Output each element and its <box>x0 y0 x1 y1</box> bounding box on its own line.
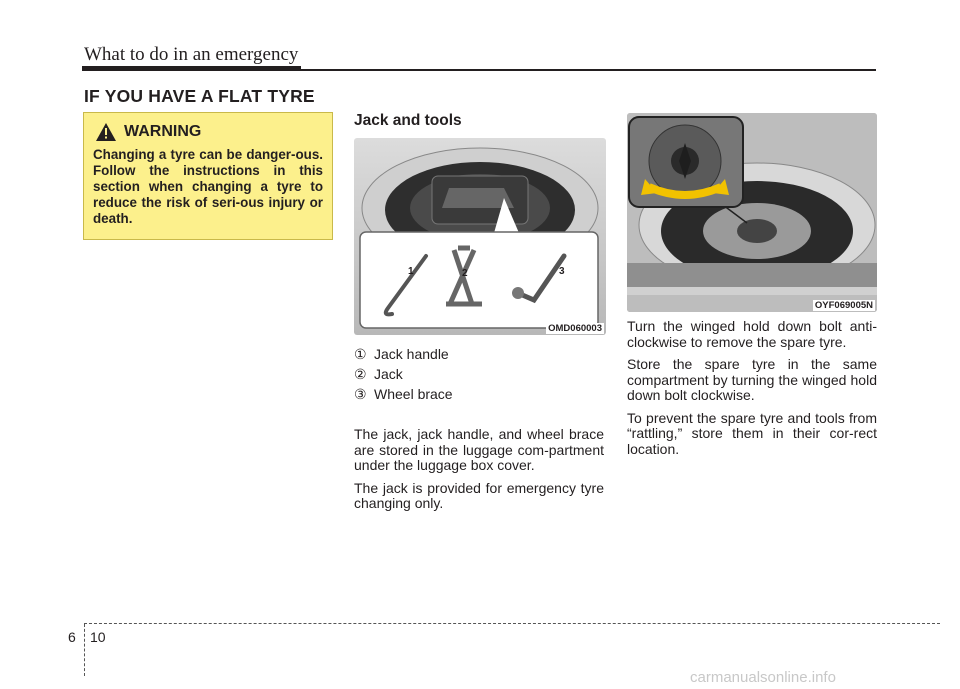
list-item <box>354 364 604 384</box>
jack-section-title: Jack and tools <box>354 112 462 129</box>
header-rule-thick <box>82 66 301 71</box>
jack-section-body <box>354 427 604 519</box>
spare-tyre-illustration <box>627 113 877 312</box>
list-marker: ③ <box>354 386 367 402</box>
list-label: Jack handle <box>374 346 449 362</box>
figure-label-1: 1 <box>408 266 414 277</box>
paragraph: The jack is provided for emergency tyre changing only. <box>354 479 604 511</box>
jack-tools-list <box>354 344 604 404</box>
list-item <box>354 344 604 364</box>
figure-label-2: 2 <box>462 268 468 279</box>
list-item <box>354 384 604 404</box>
paragraph: The jack, jack handle, and wheel brace are stored in the luggage com-partment under the luggage box cover. <box>354 426 604 473</box>
warning-box <box>83 112 333 240</box>
spare-figure-caption: OYF069005N <box>814 300 873 311</box>
paragraph: Turn the winged hold down bolt anti-clockwise to remove the spare tyre. <box>627 318 877 350</box>
list-marker: ① <box>354 346 367 362</box>
figure-label-3: 3 <box>559 266 565 277</box>
watermark: carmanualsonline.info <box>690 669 836 686</box>
jack-tools-figure <box>354 138 606 335</box>
page-chapter: 6 <box>68 629 76 645</box>
warning-triangle-icon <box>96 123 116 141</box>
footer-vertical-rule <box>84 624 85 676</box>
list-marker: ② <box>354 366 367 382</box>
list-label: Jack <box>374 366 403 382</box>
footer-rule <box>84 623 940 624</box>
section-title: IF YOU HAVE A FLAT TYRE <box>84 86 315 106</box>
paragraph: Store the spare tyre in the same compartment by turning the winged hold down bolt clockwise. <box>627 356 877 403</box>
page-number: 10 <box>90 629 106 645</box>
list-label: Wheel brace <box>374 386 453 402</box>
header-title: What to do in an emergency <box>84 44 299 65</box>
spare-section-body <box>627 319 877 464</box>
warning-title: WARNING <box>124 123 202 140</box>
warning-header <box>93 123 323 141</box>
header-rule-thin <box>301 69 876 71</box>
jack-tools-illustration <box>354 138 606 335</box>
jack-figure-caption: OMD060003 <box>548 323 602 334</box>
paragraph: To prevent the spare tyre and tools from “rattling,” store them in their cor-rect location. <box>627 409 877 457</box>
spare-tyre-figure <box>627 113 877 312</box>
warning-text: Changing a tyre can be danger-ous. Follow the instructions in this section when changing a tyre to reduce the risk of seri-ous injury or death. <box>93 147 323 226</box>
